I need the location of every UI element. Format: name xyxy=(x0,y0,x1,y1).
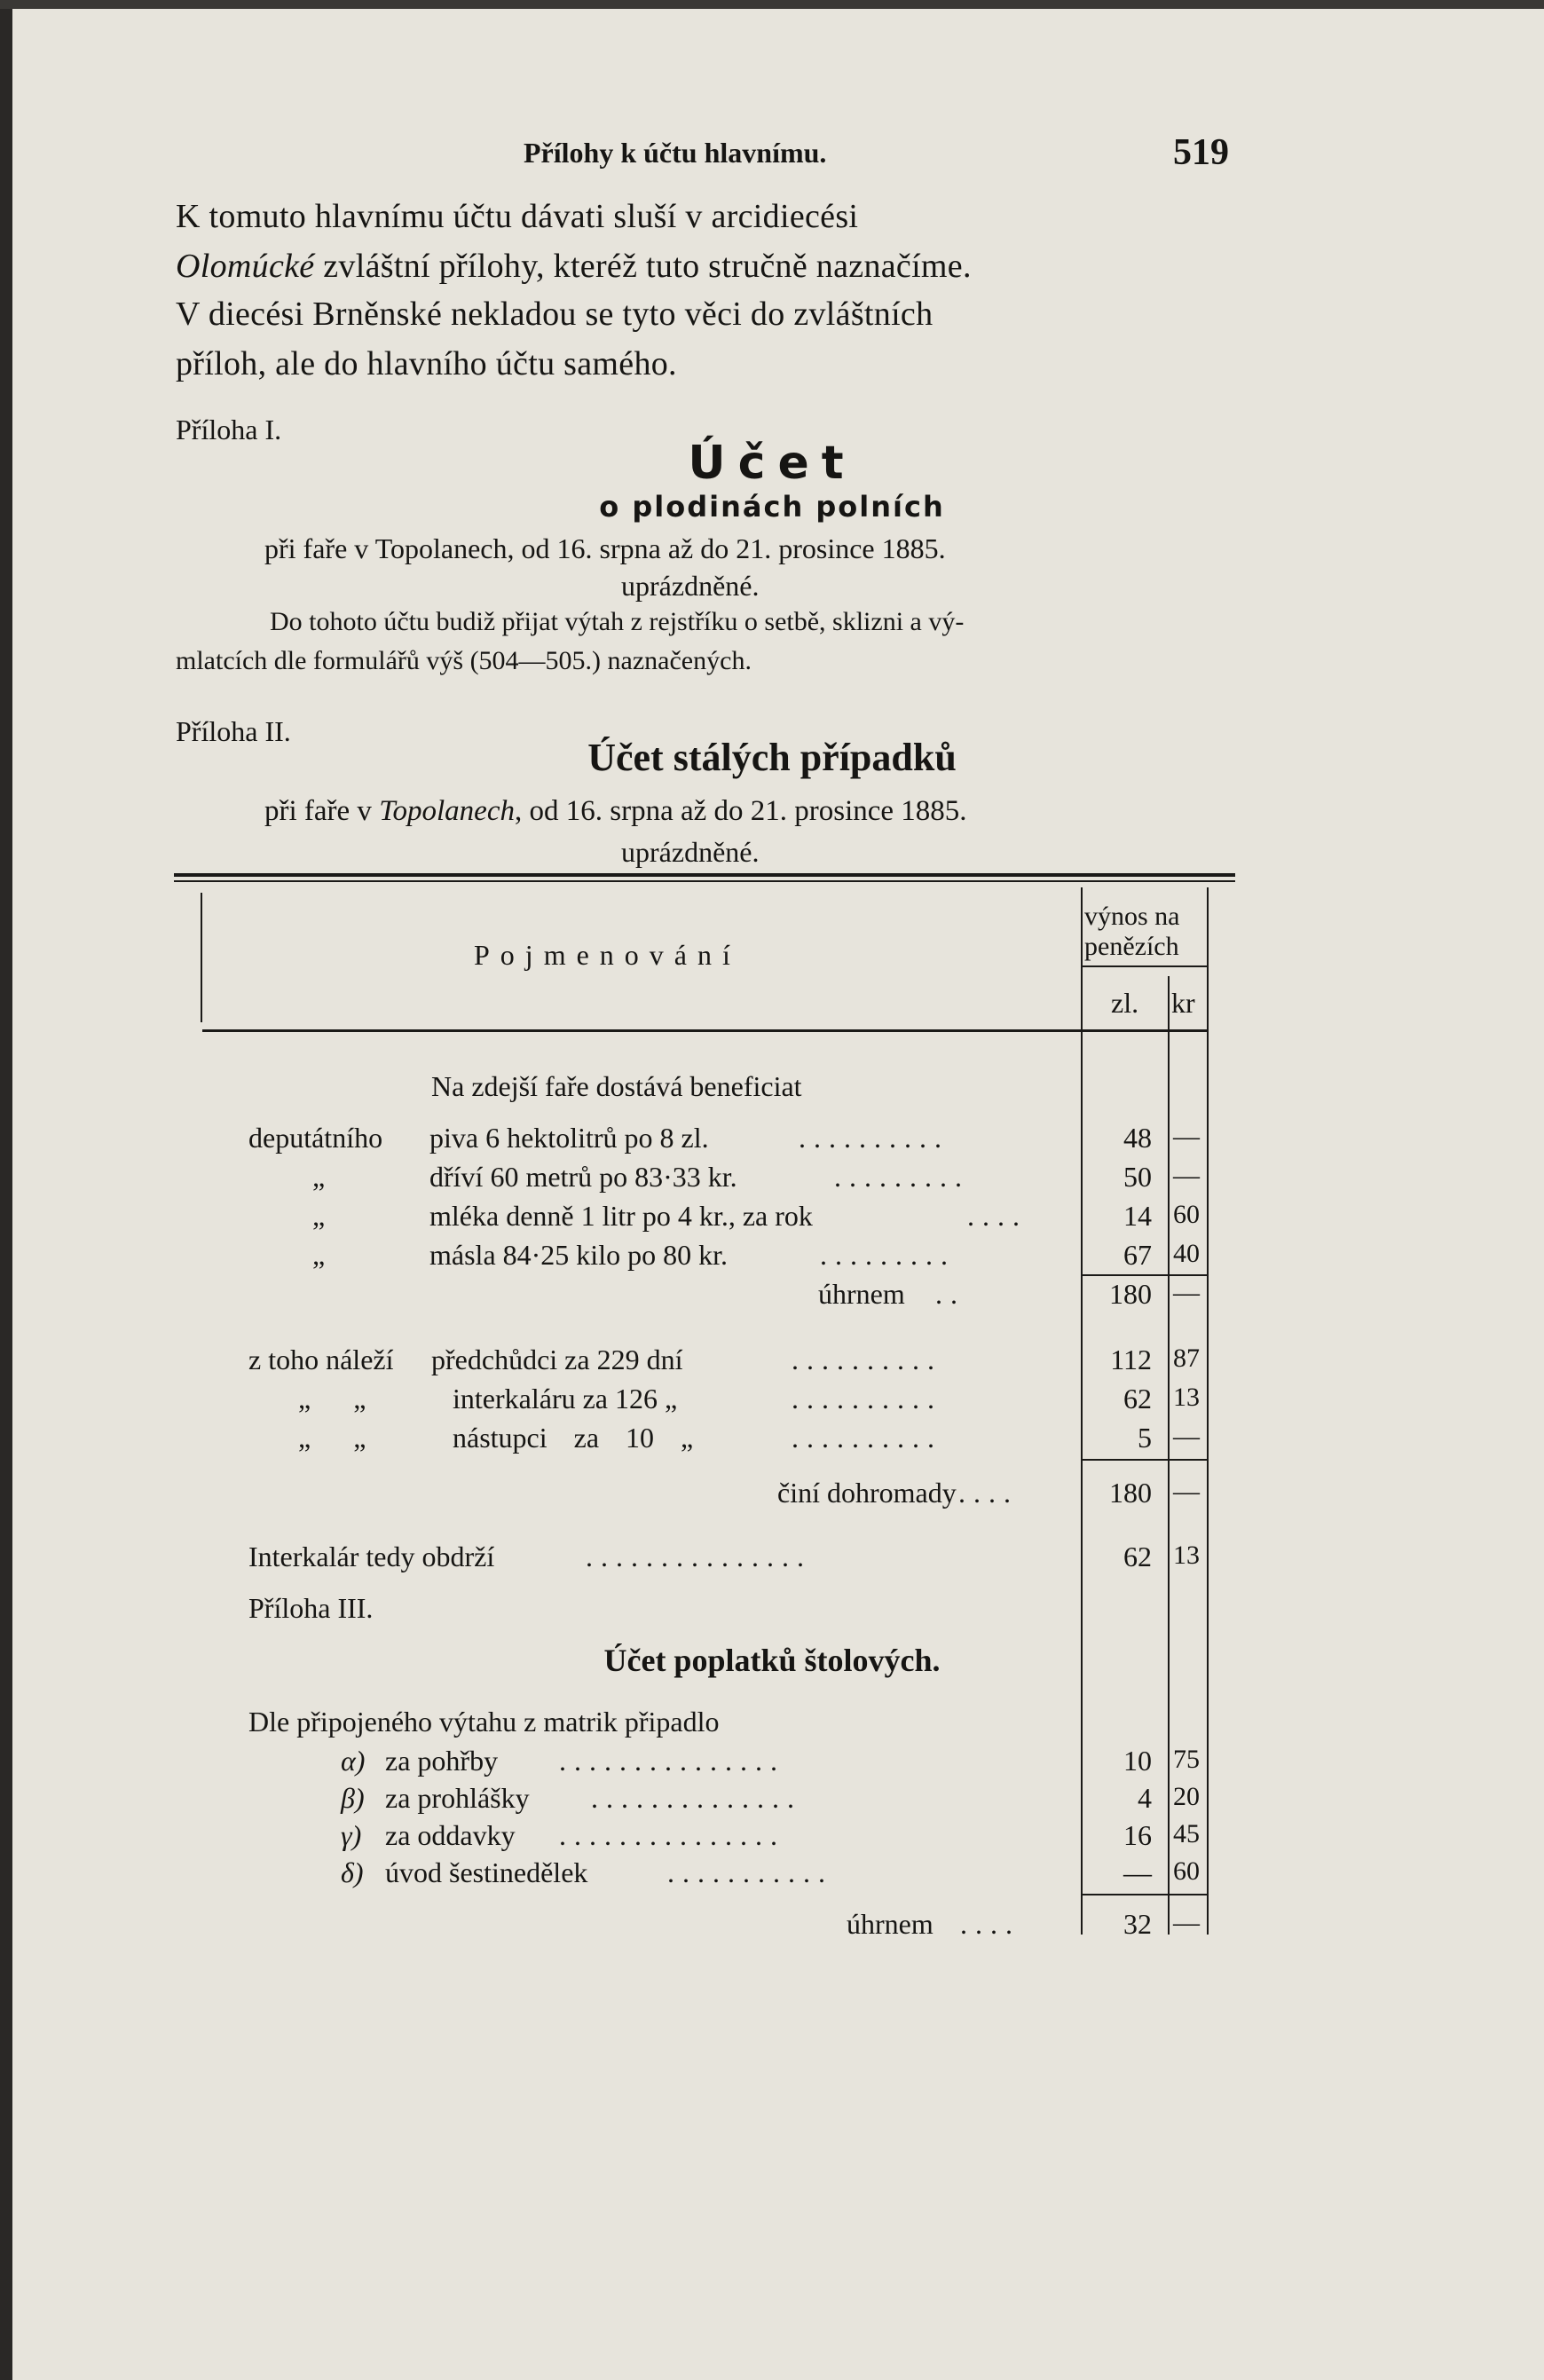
row-zl: 62 xyxy=(1123,1383,1152,1415)
row-kr: 60 xyxy=(1173,1856,1200,1886)
annex3-label: Příloha III. xyxy=(248,1592,374,1624)
header-name-col: Pojmenování xyxy=(474,939,741,971)
row-zl: — xyxy=(1123,1856,1152,1888)
row-zl: 14 xyxy=(1123,1200,1152,1232)
total-label: úhrnem xyxy=(847,1908,933,1940)
intro-line-2-rest: zvláštní přílohy, kteréž tuto stručně naznačíme. xyxy=(314,248,972,285)
row-text: Interkalár tedy obdrží xyxy=(248,1541,495,1572)
table-yield-underline xyxy=(1083,965,1207,967)
annex2-status: uprázdněné. xyxy=(621,836,760,868)
annex3-intro: Dle připojeného výtahu z matrik připadlo xyxy=(248,1706,720,1738)
annex1-title: Účet xyxy=(688,437,856,490)
row-kr: 13 xyxy=(1173,1541,1200,1570)
row-leader: .......... xyxy=(792,1422,942,1454)
row-zl: 112 xyxy=(1110,1344,1152,1375)
section1-sum-rule xyxy=(1083,1274,1207,1276)
table-top-double-rule xyxy=(174,873,1235,877)
page-number: 519 xyxy=(1173,132,1229,173)
row-text: za pohřby xyxy=(385,1745,499,1777)
annex3-sum-rule xyxy=(1083,1894,1207,1895)
row-zl: 16 xyxy=(1123,1819,1152,1851)
intro-italic-word: Olomúcké xyxy=(176,248,315,285)
section1-heading: Na zdejší faře dostává beneficiat xyxy=(431,1070,802,1102)
total-kr: — xyxy=(1173,1278,1200,1307)
table-top-thin-rule xyxy=(174,880,1235,882)
total-leader: .... xyxy=(960,1908,1020,1940)
total-kr: — xyxy=(1173,1477,1200,1506)
row-text: másla 84·25 kilo po 80 kr. xyxy=(429,1239,728,1271)
table-kr-left-line xyxy=(1168,976,1170,1935)
row-zl: 67 xyxy=(1123,1239,1152,1271)
row-letter: γ) xyxy=(341,1819,362,1851)
annex2-where-place: Topolanech xyxy=(379,795,515,827)
total-zl: 180 xyxy=(1109,1278,1152,1310)
annex2-where-post: , od 16. srpna až do 21. prosince 1885. xyxy=(514,795,967,827)
row-zl: 48 xyxy=(1123,1122,1152,1154)
row-leader: .......... xyxy=(792,1344,942,1375)
row-zl: 4 xyxy=(1138,1782,1152,1814)
row-text: interkaláru za 126 „ xyxy=(453,1383,678,1415)
row-kr: 13 xyxy=(1173,1383,1200,1412)
intro-line-1: K tomuto hlavnímu účtu dávati sluší v arcidiecési xyxy=(176,198,859,235)
total-kr: — xyxy=(1173,1908,1200,1937)
row-kr: 20 xyxy=(1173,1782,1200,1811)
annex1-where: při faře v Topolanech, od 16. srpna až do 21. prosince 1885. xyxy=(264,532,946,564)
row-kr: 60 xyxy=(1173,1200,1200,1229)
row-text: dříví 60 metrů po 83·33 kr. xyxy=(429,1161,737,1193)
row-prefix: deputátního xyxy=(248,1122,383,1154)
total-leader: .. xyxy=(935,1278,965,1310)
row-prefix: „ xyxy=(312,1161,326,1193)
row-prefix: „ „ xyxy=(298,1422,366,1454)
row-zl: 10 xyxy=(1123,1745,1152,1777)
row-letter: α) xyxy=(341,1745,366,1777)
row-kr: 40 xyxy=(1173,1239,1200,1268)
row-leader: .... xyxy=(967,1200,1028,1232)
row-text: za prohlášky xyxy=(385,1782,530,1814)
row-kr: 75 xyxy=(1173,1745,1200,1774)
total-zl: 180 xyxy=(1109,1477,1152,1509)
annex2-where-pre: při faře v xyxy=(264,795,380,827)
row-kr: — xyxy=(1173,1122,1200,1151)
header-yield-line-1: výnos na xyxy=(1084,902,1180,931)
annex1-subtitle: o plodinách polních xyxy=(599,490,945,524)
annex1-label: Příloha I. xyxy=(176,414,282,445)
annex2-where xyxy=(264,795,967,828)
row-leader: ............... xyxy=(559,1745,785,1777)
annex1-status: uprázdněné. xyxy=(621,570,760,602)
row-prefix: „ „ xyxy=(298,1383,366,1415)
row-prefix: „ xyxy=(312,1200,326,1232)
row-leader: ............... xyxy=(559,1819,785,1851)
intro-line-4: příloh, ale do hlavního účtu samého. xyxy=(176,345,677,382)
annex1-note-line-2: mlatcích dle formulářů výš (504—505.) naznačených. xyxy=(176,646,752,675)
section2-sum-rule xyxy=(1083,1459,1207,1461)
row-kr: — xyxy=(1173,1422,1200,1451)
annex3-title: Účet poplatků štolových. xyxy=(603,1643,941,1678)
row-text: úvod šestinedělek xyxy=(385,1856,588,1888)
row-leader: ............... xyxy=(586,1541,812,1572)
row-prefix: z toho náleží xyxy=(248,1344,394,1375)
row-text: mléka denně 1 litr po 4 kr., za rok xyxy=(429,1200,813,1232)
row-prefix: „ xyxy=(312,1239,326,1271)
table-left-line xyxy=(201,893,202,1022)
total-zl: 32 xyxy=(1123,1908,1152,1940)
row-leader: ........... xyxy=(667,1856,833,1888)
row-letter: δ) xyxy=(341,1856,364,1888)
total-label: činí dohromady xyxy=(777,1477,957,1509)
row-zl: 62 xyxy=(1123,1541,1152,1572)
row-kr: — xyxy=(1173,1161,1200,1190)
row-zl: 5 xyxy=(1138,1422,1152,1454)
row-leader: .......... xyxy=(799,1122,949,1154)
total-label: úhrnem xyxy=(818,1278,905,1310)
intro-line-2 xyxy=(176,247,972,286)
running-title: Přílohy k účtu hlavnímu. xyxy=(524,137,827,169)
row-leader: ......... xyxy=(820,1239,956,1271)
annex2-title: Účet stálých případků xyxy=(587,736,957,779)
intro-line-3: V diecési Brněnské nekladou se tyto věci do zvláštních xyxy=(176,296,933,333)
row-text: nástupci za 10 „ xyxy=(453,1422,694,1454)
header-yield-line-2: penězích xyxy=(1084,932,1179,961)
header-kr: kr xyxy=(1171,987,1195,1019)
header-zl: zl. xyxy=(1111,987,1139,1019)
row-text: piva 6 hektolitrů po 8 zl. xyxy=(429,1122,709,1154)
table-header-bottom-rule xyxy=(202,1029,1209,1032)
row-text: za oddavky xyxy=(385,1819,516,1851)
row-kr: 45 xyxy=(1173,1819,1200,1848)
total-leader: .... xyxy=(958,1477,1019,1509)
row-leader: .......... xyxy=(792,1383,942,1415)
row-leader: .............. xyxy=(591,1782,802,1814)
row-text: předchůdci za 229 dní xyxy=(431,1344,683,1375)
annex1-note-line-1: Do tohoto účtu budiž přijat výtah z rejstříku o setbě, sklizni a vý- xyxy=(270,607,965,636)
annex2-label: Příloha II. xyxy=(176,715,291,747)
row-leader: ......... xyxy=(834,1161,970,1193)
row-kr: 87 xyxy=(1173,1344,1200,1373)
row-zl: 50 xyxy=(1123,1161,1152,1193)
row-letter: β) xyxy=(341,1782,365,1814)
